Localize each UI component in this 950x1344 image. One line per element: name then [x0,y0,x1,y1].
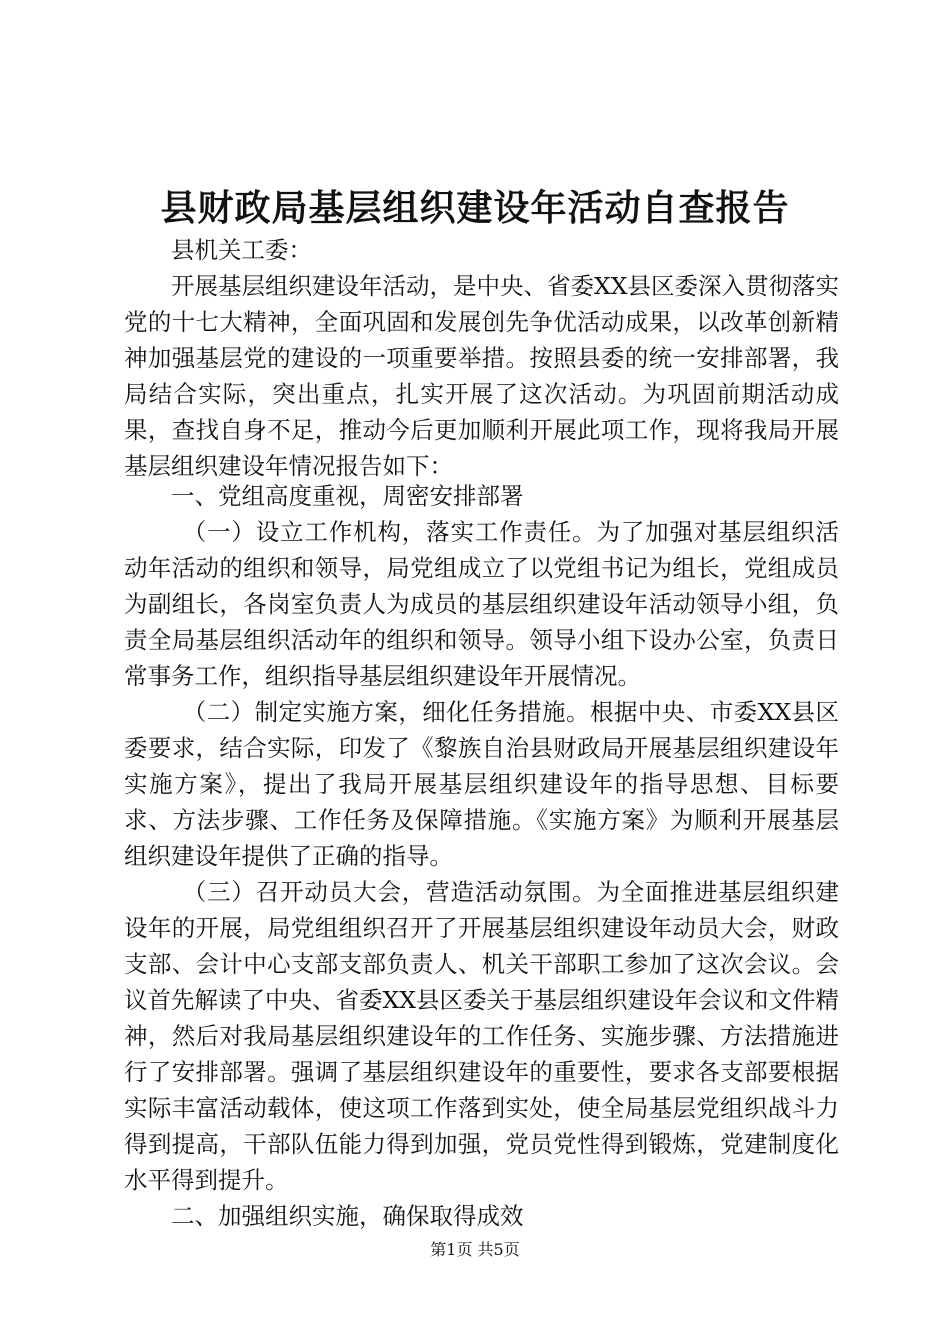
salutation-block [124,232,839,268]
section-one-heading: 一、党组高度重视，周密安排部署 [171,482,524,510]
section-two-heading: 二、加强组织实施，确保取得成效 [171,1202,524,1230]
section-one-block [124,478,839,1234]
intro-paragraph: 开展基层组织建设年活动，是中央、省委XX县区委深入贯彻落实党的十七大精神，全面巩固和发展创先争优活动成果，以改革创新精神加强基层党的建设的一项重要举措。按照县委的统一安排部署，我局结合实际，突出重点，扎实开展了这次活动。为巩固前期活动成果，查找自身不足，推动今后更加顺利开展此项工作，现将我局开展基层组织建设年情况报告如下： [124,272,839,480]
paragraph-one: （一）设立工作机构，落实工作责任。为了加强对基层组织活动年活动的组织和领导，局党组成立了以党组书记为组长，党组成员为副组长，各岗室负责人为成员的基层组织建设年活动领导小组，负责全局基层组织活动年的组织和领导。领导小组下设办公室，负责日常事务工作，组织指导基层组织建设年开展情况。 [124,518,839,690]
salutation: 县机关工委： [171,236,312,264]
paragraph-two: （二）制定实施方案，细化任务措施。根据中央、市委XX县区委要求，结合实际，印发了《黎族自治县财政局开展基层组织建设年实施方案》，提出了我局开展基层组织建设年的指导思想、目标要求、方法步骤、工作任务及保障措施。《实施方案》为顺利开展基层组织建设年提供了正确的指导。 [124,698,839,870]
document-title: 县财政局基层组织建设年活动自查报告 [160,187,790,229]
page-footer: 第1页 共5页 [430,1240,520,1259]
paragraph-three: （三）召开动员大会，营造活动氛围。为全面推进基层组织建设年的开展，局党组组织召开了开展基层组织建设年动员大会，财政支部、会计中心支部支部负责人、机关干部职工参加了这次会议。会议首先解读了中央、省委XX县区委关于基层组织建设年会议和文件精神，然后对我局基层组织建设年的工作任务、实施步骤、方法措施进行了安排部署。强调了基层组织建设年的重要性，要求各支部要根据实际丰富活动载体，使这项工作落到实处，使全局基层党组织战斗力得到提高，干部队伍能力得到加强，党员党性得到锻炼，党建制度化水平得到提升。 [124,878,839,1194]
intro-block [124,268,839,484]
